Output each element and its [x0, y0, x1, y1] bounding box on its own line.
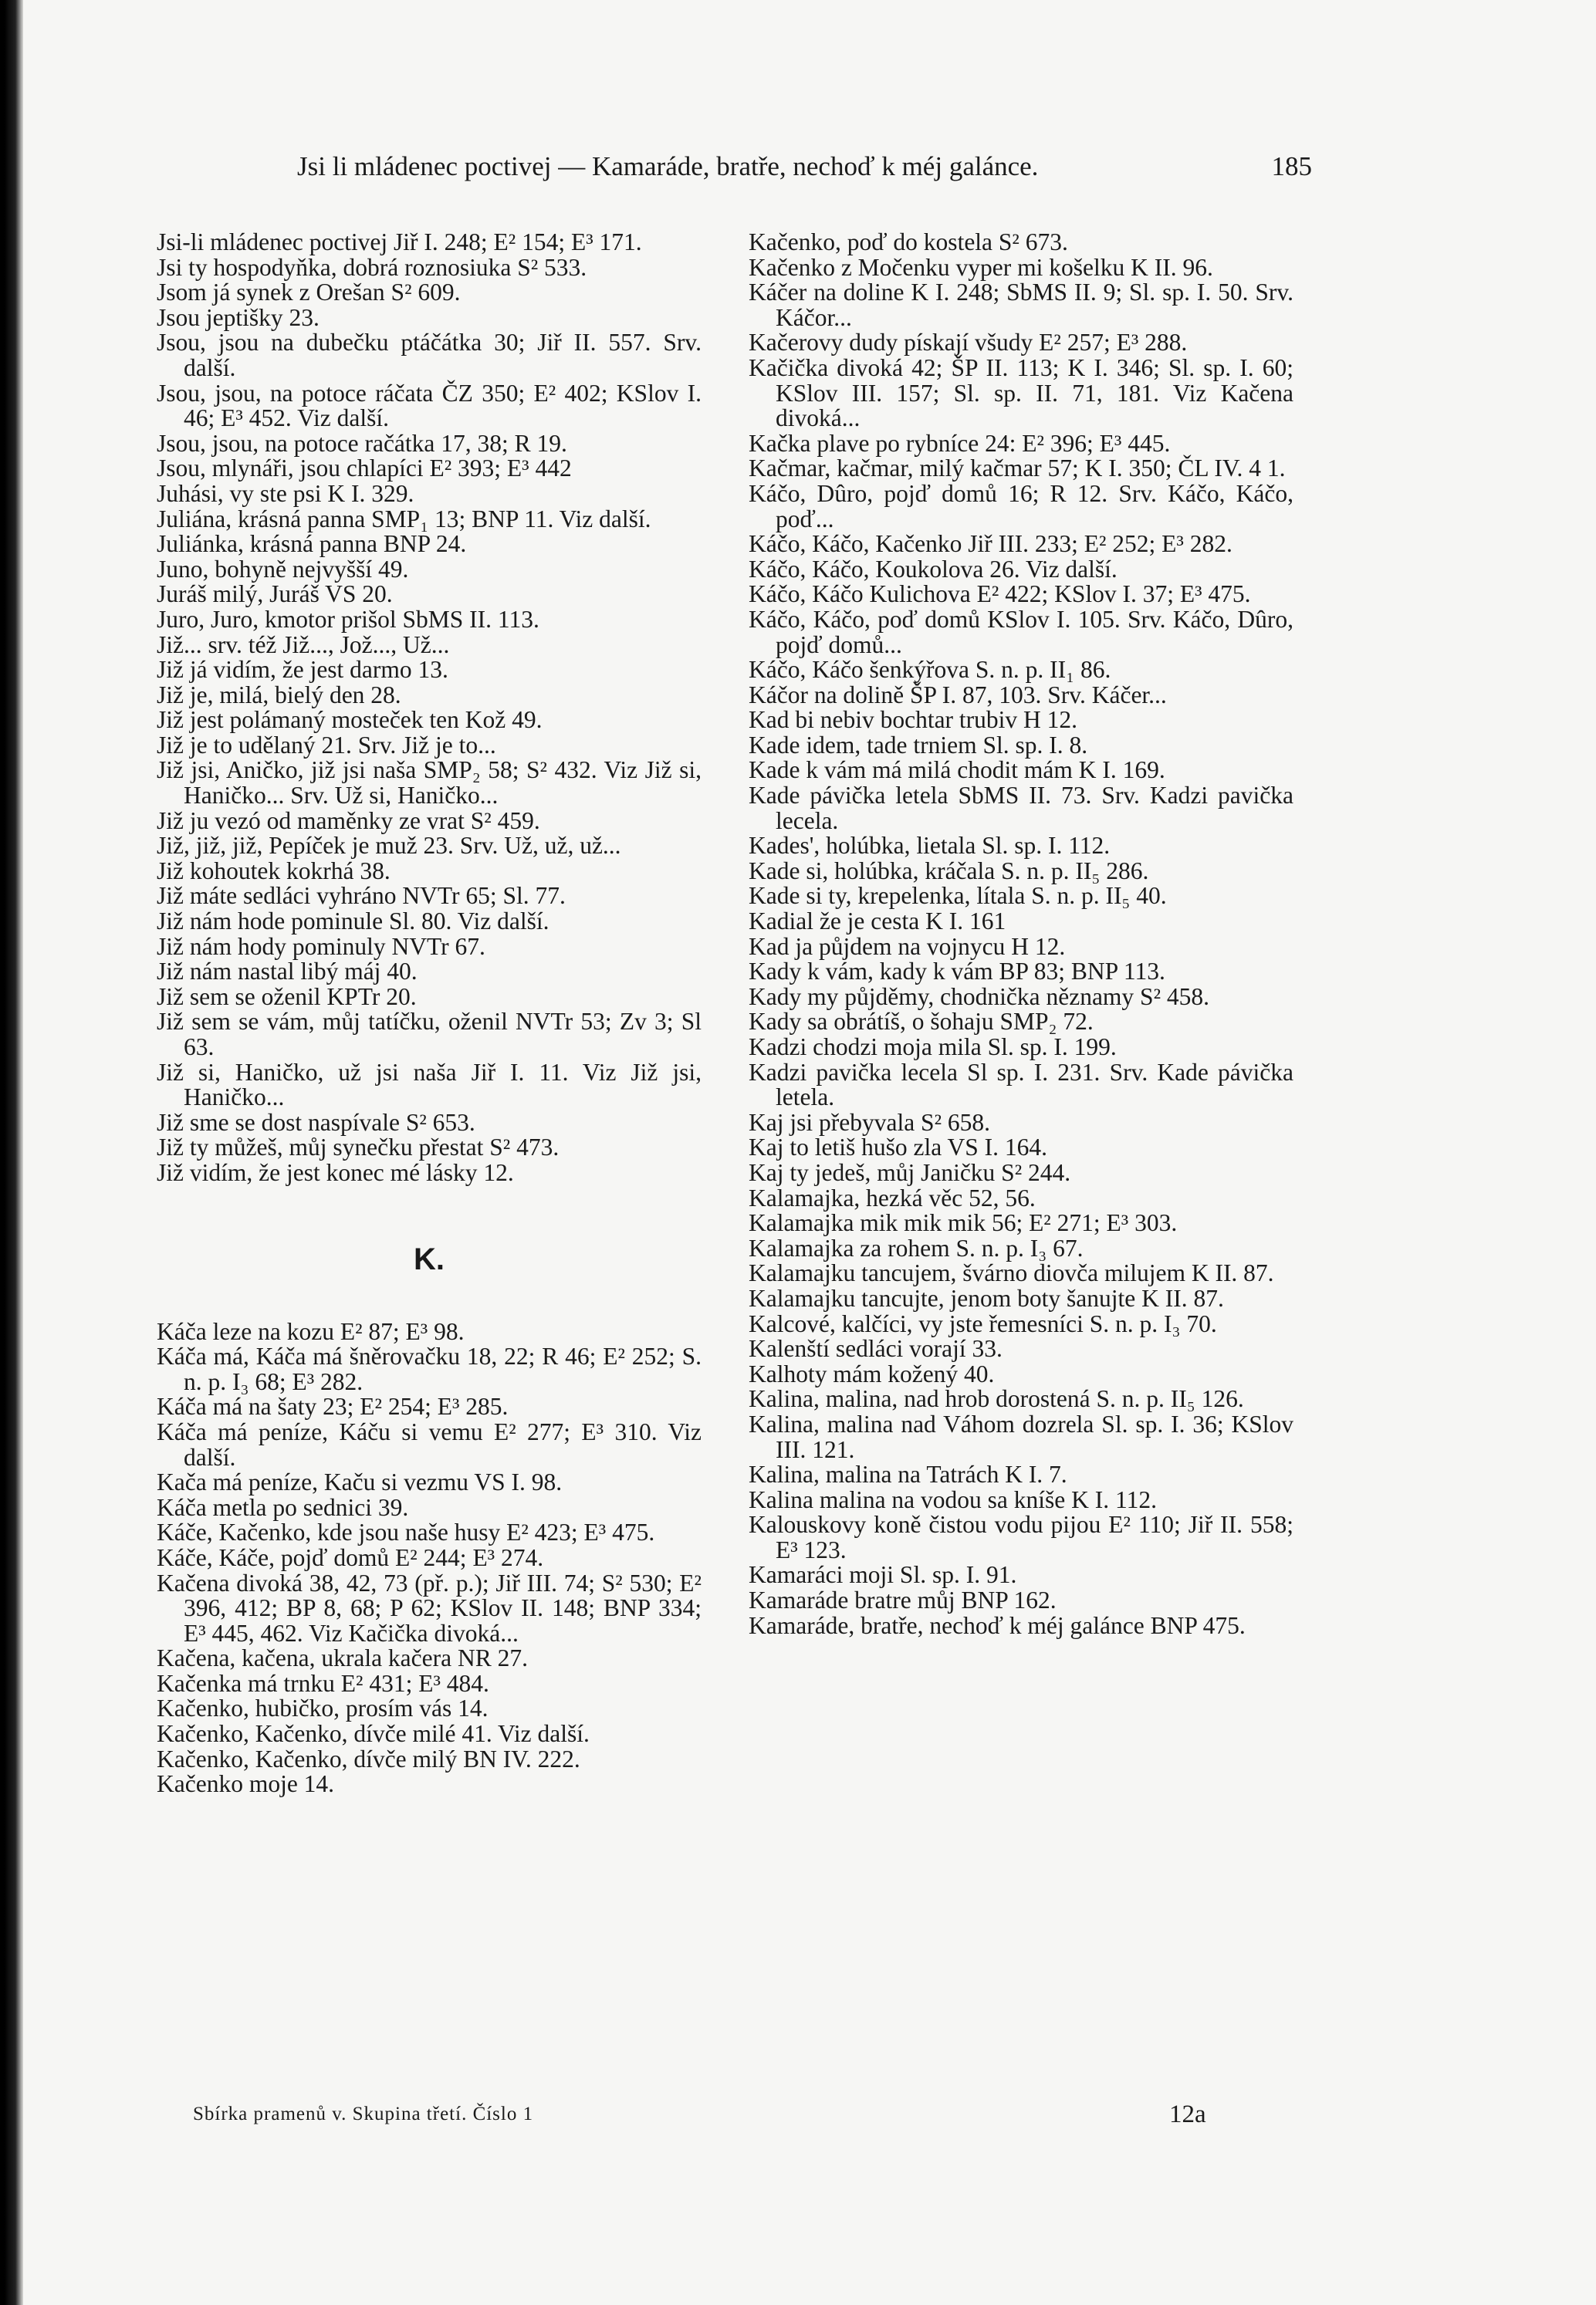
index-entry: Jsou, jsou, na potoce račátka 17, 38; R 19. — [157, 429, 567, 457]
index-entry: Káčo, Káčo, Kačenko Jiř III. 233; E² 252; E³ 282. — [749, 530, 1233, 558]
index-entry: Již nám hody pominuly NVTr 67. — [157, 932, 485, 960]
index-entry: Již sem se oženil KPTr 20. — [157, 982, 417, 1010]
index-entry: Kady my půjděmy, chodnička něznamy S² 458. — [749, 982, 1210, 1010]
index-entry: Káče, Kačenko, kde jsou naše husy E² 423; E³ 475. — [157, 1519, 655, 1546]
index-entry: Kade si, holúbka, kráčala S. n. p. II₅ 286. — [749, 857, 1149, 884]
index-entry: Kača má peníze, Kaču si vezmu VS I. 98. — [157, 1469, 563, 1496]
left-column — [157, 230, 702, 1797]
index-entry: Jsou, jsou, na potoce ráčata ČZ 350; E² 402; KSlov I. 46; E³ 452. Viz další. — [157, 379, 702, 432]
index-entry: Kačenko, Kačenko, dívče milé 41. Viz další. — [157, 1720, 590, 1748]
index-entry: Kalhoty mám kožený 40. — [749, 1360, 995, 1387]
index-entry: Již nám nastal libý máj 40. — [157, 958, 418, 985]
index-entry: Kalouskovy koně čistou vodu pijou E² 110; Jiř II. 558; E³ 123. — [749, 1511, 1293, 1563]
index-entry: Kačerovy dudy pískají všudy E² 257; E³ 288. — [749, 329, 1188, 357]
index-entry: Kades', holúbka, lietala Sl. sp. I. 112. — [749, 832, 1111, 860]
index-entry: Kalamajku tancujem, švárno diovča milujem K II. 87. — [749, 1259, 1274, 1287]
index-entry: Kačena divoká 38, 42, 73 (př. p.); Jiř III. 74; S² 530; E² 396, 412; BP 8, 68; P 62; KSlov II. 148; BNP 334; E³ 445, 462. Viz Kačička divoká... — [157, 1569, 702, 1647]
index-entry: Kalina, malina nad Váhom dozrela Sl. sp. I. 36; KSlov III. 121. — [749, 1410, 1293, 1463]
index-entry: Již nám hode pominule Sl. 80. Viz další. — [157, 907, 549, 935]
index-entry: Jsou, jsou na dubečku ptáčátka 30; Jiř II. 557. Srv. další. — [157, 329, 702, 381]
index-entry: Kaj ty jedeš, můj Janičku S² 244. — [749, 1158, 1071, 1186]
index-entry: Kalina, malina na Tatrách K I. 7. — [749, 1461, 1067, 1489]
index-entry: Káča má peníze, Káču si vemu E² 277; E³ 310. Viz další. — [157, 1418, 702, 1471]
index-entry: Juráš milý, Juráš VS 20. — [157, 580, 393, 608]
index-entry: Kalamajka, hezká věc 52, 56. — [749, 1184, 1036, 1212]
index-entry: Káčo, Dûro, pojď domů 16; R 12. Srv. Káčo, Káčo, poď... — [749, 479, 1293, 532]
index-entry: Již... srv. též Již..., Jož..., Už... — [157, 630, 450, 658]
index-entry: Kamaráde bratre můj BNP 162. — [749, 1587, 1057, 1614]
entry-list-j — [157, 230, 702, 1186]
sheet-mark: 12a — [1169, 2101, 1206, 2128]
index-entry: Kalamajka za rohem S. n. p. I₃ 67. — [749, 1234, 1084, 1262]
index-entry: Kade pávička letela SbMS II. 73. Srv. Kadzi pavička lecela. — [749, 782, 1293, 834]
index-entry: Juro, Juro, kmotor prišol SbMS II. 113. — [157, 605, 539, 633]
index-entry: Jsou, mlynáři, jsou chlapíci E² 393; E³ 442 — [157, 455, 572, 482]
index-entry: Již sme se dost naspívale S² 653. — [157, 1108, 475, 1136]
index-entry: Káčer na doline K I. 248; SbMS II. 9; Sl. sp. I. 50. Srv. Káčor... — [749, 279, 1293, 331]
index-entry: Káča leze na kozu E² 87; E³ 98. — [157, 1317, 465, 1345]
index-entry: Kalcové, kalčíci, vy jste řemesníci S. n. p. I₃ 70. — [749, 1310, 1217, 1337]
right-column — [749, 230, 1293, 1638]
index-entry: Jsom já synek z Orešan S² 609. — [157, 279, 461, 306]
index-entry: Již jsi, Aničko, již jsi naša SMP₂ 58; S² 432. Viz Již si, Haničko... Srv. Už si, Haničko... — [157, 756, 702, 809]
index-entry: Juliána, krásná panna SMP₁ 13; BNP 11. Viz další. — [157, 505, 651, 532]
index-entry: Kad ja půjdem na vojnycu H 12. — [749, 932, 1066, 960]
index-entry: Juhási, vy ste psi K I. 329. — [157, 479, 414, 507]
index-entry: Kačmar, kačmar, milý kačmar 57; K I. 350; ČL IV. 4 1. — [749, 455, 1286, 482]
index-entry: Již je, milá, bielý den 28. — [157, 681, 401, 708]
index-entry: Kačenko z Močenku vyper mi košelku K II. 96. — [749, 253, 1213, 281]
index-entry: Jsi-li mládenec poctivej Jiř I. 248; E² 154; E³ 171. — [157, 228, 642, 255]
index-entry: Kadzi chodzi moja mila Sl. sp. I. 199. — [749, 1033, 1117, 1060]
index-entry: Káčo, Káčo, Koukolova 26. Viz další. — [749, 555, 1118, 583]
index-entry: Již kohoutek kokrhá 38. — [157, 857, 391, 884]
index-entry: Káčor na dolině ŠP I. 87, 103. Srv. Káčer... — [749, 681, 1167, 708]
index-entry: Kamaráci moji Sl. sp. I. 91. — [749, 1561, 1017, 1589]
index-entry: Kalina malina na vodou sa kníše K I. 112. — [749, 1485, 1157, 1513]
index-entry: Kalamajka mik mik mik 56; E² 271; E³ 303. — [749, 1209, 1178, 1237]
index-entry: Kačenko, poď do kostela S² 673. — [749, 228, 1068, 255]
page-edge-shadow — [0, 0, 23, 2305]
index-entry: Kačenko moje 14. — [157, 1770, 335, 1798]
index-entry: Kačička divoká 42; ŠP II. 113; K I. 346; Sl. sp. I. 60; KSlov III. 157; Sl. sp. II. 71, 181. Viz Kačena divoká... — [749, 353, 1293, 432]
index-entry: Káča má, Káča má šněrovačku 18, 22; R 46; E² 252; S. n. p. I₃ 68; E³ 282. — [157, 1343, 702, 1395]
index-entry: Kačenko, hubičko, prosím vás 14. — [157, 1695, 489, 1722]
index-entry: Kade idem, tade trniem Sl. sp. I. 8. — [749, 731, 1088, 759]
index-entry: Již máte sedláci vyhráno NVTr 65; Sl. 77. — [157, 882, 566, 910]
index-entry: Kad bi nebiv bochtar trubiv H 12. — [749, 706, 1078, 734]
index-entry: Již sem se vám, můj tatíčku, oženil NVTr 53; Zv 3; Sl 63. — [157, 1008, 702, 1060]
index-entry: Jsi ty hospodyňka, dobrá roznosiuka S² 533. — [157, 253, 587, 281]
entry-list-k — [157, 1317, 702, 1798]
index-entry: Kaj to letiš hušo zla VS I. 164. — [749, 1134, 1048, 1161]
index-entry: Již si, Haničko, už jsi naša Jiř I. 11. Viz Již jsi, Haničko... — [157, 1058, 702, 1111]
index-entry: Juno, bohyně nejvyšší 49. — [157, 555, 409, 583]
index-entry: Káča metla po sednici 39. — [157, 1493, 409, 1521]
index-entry: Kadzi pavička lecela Sl sp. I. 231. Srv. Kade pávička letela. — [749, 1058, 1293, 1111]
printer-signature: Sbírka pramenů v. Skupina třetí. Číslo 1 — [193, 2104, 534, 2124]
index-entry: Kačka plave po rybníce 24: E² 396; E³ 445. — [749, 429, 1171, 457]
running-title: Jsi li mládenec poctivej — Kamaráde, bratře, nechoď k méj galánce. — [297, 151, 1039, 181]
index-entry: Kalenští sedláci vorají 33. — [749, 1335, 1003, 1363]
index-entry: Kade si ty, krepelenka, lítala S. n. p. II₅ 40. — [749, 882, 1167, 910]
index-entry: Káčo, Káčo, poď domů KSlov I. 105. Srv. Káčo, Dûro, pojď domů... — [749, 605, 1293, 658]
index-entry: Kady sa obrátíš, o šohaju SMP₂ 72. — [749, 1008, 1094, 1036]
index-entry: Kalamajku tancujte, jenom boty šanujte K II. 87. — [749, 1284, 1224, 1312]
index-entry: Již ty můžeš, můj synečku přestat S² 473. — [157, 1134, 560, 1161]
index-entry: Již ju vezó od maměnky ze vrat S² 459. — [157, 806, 540, 834]
index-entry: Kačenko, Kačenko, dívče milý BN IV. 222. — [157, 1745, 580, 1773]
index-entry: Káčo, Káčo Kulichova E² 422; KSlov I. 37; E³ 475. — [749, 580, 1251, 608]
index-entry: Jsou jeptišky 23. — [157, 303, 320, 331]
index-entry: Kadial že je cesta K I. 161 — [749, 907, 1006, 935]
index-entry: Kačena, kačena, ukrala kačera NR 27. — [157, 1644, 528, 1672]
index-entry: Káčo, Káčo šenkýřova S. n. p. II₁ 86. — [749, 656, 1111, 684]
index-entry: Káča má na šaty 23; E² 254; E³ 285. — [157, 1393, 509, 1421]
index-entry: Juliánka, krásná panna BNP 24. — [157, 530, 467, 558]
index-entry: Již vidím, že jest konec mé lásky 12. — [157, 1158, 514, 1186]
index-entry: Káče, Káče, pojď domů E² 244; E³ 274. — [157, 1543, 544, 1571]
index-entry: Již jest polámaný mosteček ten Kož 49. — [157, 706, 543, 734]
page-number: 185 — [1271, 151, 1312, 181]
index-entry: Již je to udělaný 21. Srv. Již je to... — [157, 731, 496, 759]
index-entry: Kady k vám, kady k vám BP 83; BNP 113. — [749, 958, 1165, 985]
index-entry: Kačenka má trnku E² 431; E³ 484. — [157, 1669, 489, 1697]
index-entry: Kade k vám má milá chodit mám K I. 169. — [749, 756, 1165, 784]
index-entry: Kamaráde, bratře, nechoď k méj galánce BNP 475. — [749, 1611, 1246, 1639]
index-entry: Kaj jsi přebyvala S² 658. — [749, 1108, 991, 1136]
index-entry: Již já vidím, že jest darmo 13. — [157, 656, 448, 684]
index-entry: Již, již, již, Pepíček je muž 23. Srv. Už, už, už... — [157, 832, 621, 860]
index-entry: Kalina, malina, nad hrob dorostená S. n. p. II₅ 126. — [749, 1385, 1244, 1413]
section-heading-k: K. — [414, 1242, 445, 1276]
